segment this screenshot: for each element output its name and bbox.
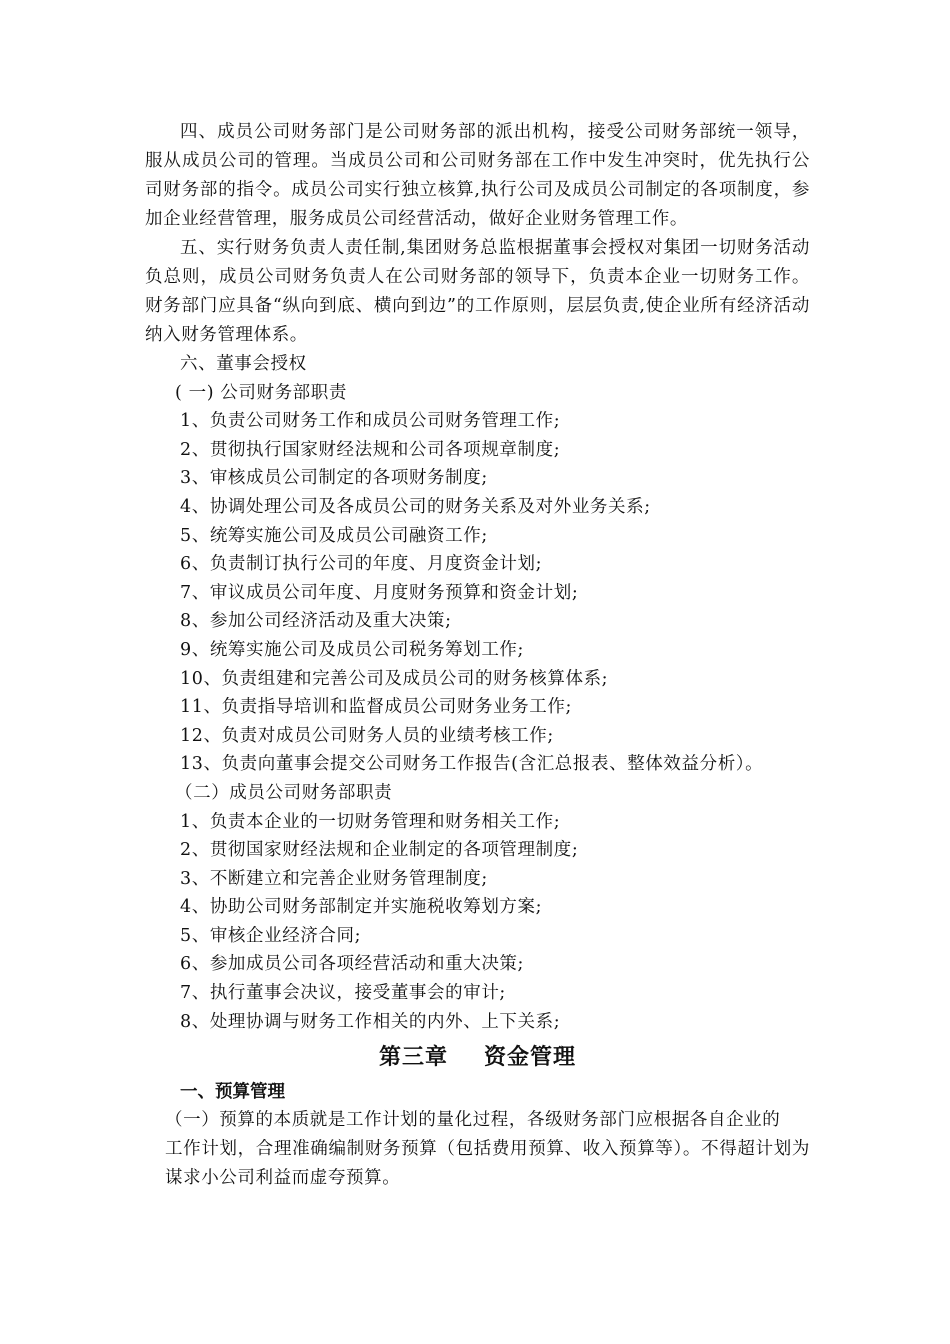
section-6-title: 六、董事会授权 xyxy=(180,354,307,374)
list-item: 3、审核成员公司制定的各项财务制度; xyxy=(180,468,488,489)
list-item: 13、负责向董事会提交公司财务工作报告(含汇总报表、整体效益分析）。 xyxy=(180,754,764,775)
list-item: 2、贯彻执行国家财经法规和公司各项规章制度; xyxy=(180,439,561,460)
budget-paragraph-rest: 工作计划，合理准确编制财务预算（包括费用预算、收入预算等）。不得超计划为谋求小公司利益而虚夸预算。 xyxy=(165,1139,810,1189)
list-item: 7、审议成员公司年度、月度财务预算和资金计划; xyxy=(180,582,579,603)
list-item: 1、负责本企业的一切财务管理和财务相关工作; xyxy=(180,811,561,832)
list-item: 4、协调处理公司及各成员公司的财务关系及对外业务关系; xyxy=(180,496,651,517)
list-item: 4、协助公司财务部制定并实施税收筹划方案; xyxy=(180,897,543,918)
budget-paragraph xyxy=(145,1106,810,1193)
document-page xyxy=(145,118,810,1193)
list-item: 8、参加公司经济活动及重大决策; xyxy=(180,611,452,632)
list-item: 5、审核企业经济合同; xyxy=(180,925,362,946)
chapter-heading xyxy=(145,1038,810,1078)
list-item: 1、负责公司财务工作和成员公司财务管理工作; xyxy=(180,411,561,432)
paragraph-5: 五、实行财务负责人责任制,集团财务总监根据董事会授权对集团一切财务活动负总则，成员公司财务负责人在公司财务部的领导下，负责本企业一切财务工作。财务部门应具备“纵向到底、横向到边”的工作原则，层层负责,使企业所有经济活动纳入财务管理体系。 xyxy=(145,238,810,345)
list-item: 5、统筹实施公司及成员公司融资工作; xyxy=(180,525,488,546)
part-1-list xyxy=(145,407,810,779)
list-item: 9、统筹实施公司及成员公司税务筹划工作; xyxy=(180,639,525,660)
part-1-title: ( 一) 公司财务部职责 xyxy=(175,382,347,403)
chapter-number: 第三章 xyxy=(378,1045,448,1071)
budget-paragraph-line-1: （一）预算的本质就是工作计划的量化过程，各级财务部门应根据各自企业的 xyxy=(165,1110,781,1131)
list-item: 3、不断建立和完善企业财务管理制度; xyxy=(180,868,488,889)
list-item: 7、执行董事会决议，接受董事会的审计; xyxy=(180,983,506,1004)
list-item: 8、处理协调与财务工作相关的内外、上下关系; xyxy=(180,1011,561,1032)
list-item: 12、负责对成员公司财务人员的业绩考核工作; xyxy=(180,725,554,746)
list-item: 2、贯彻国家财经法规和企业制定的各项管理制度; xyxy=(180,840,579,861)
paragraph-4: 四、成员公司财务部门是公司财务部的派出机构，接受公司财务部统一领导，服从成员公司的管理。当成员公司和公司财务部在工作中发生冲突时，优先执行公司财务部的指令。成员公司实行独立核算,执行公司及成员公司制定的各项制度，参加企业经营管理，服务成员公司经营活动，做好企业财务管理工作。 xyxy=(145,122,810,229)
section-heading-budget: 一、预算管理 xyxy=(180,1082,285,1103)
list-item: 6、参加成员公司各项经营活动和重大决策; xyxy=(180,954,525,975)
part-2-list xyxy=(145,808,810,1037)
list-item: 6、负责制订执行公司的年度、月度资金计划; xyxy=(180,554,543,575)
list-item: 11、负责指导培训和监督成员公司财务业务工作; xyxy=(180,697,572,718)
list-item: 10、负责组建和完善公司及成员公司的财务核算体系; xyxy=(180,668,609,689)
chapter-title: 资金管理 xyxy=(484,1045,577,1071)
part-2-title: （二）成员公司财务部职责 xyxy=(175,782,393,803)
